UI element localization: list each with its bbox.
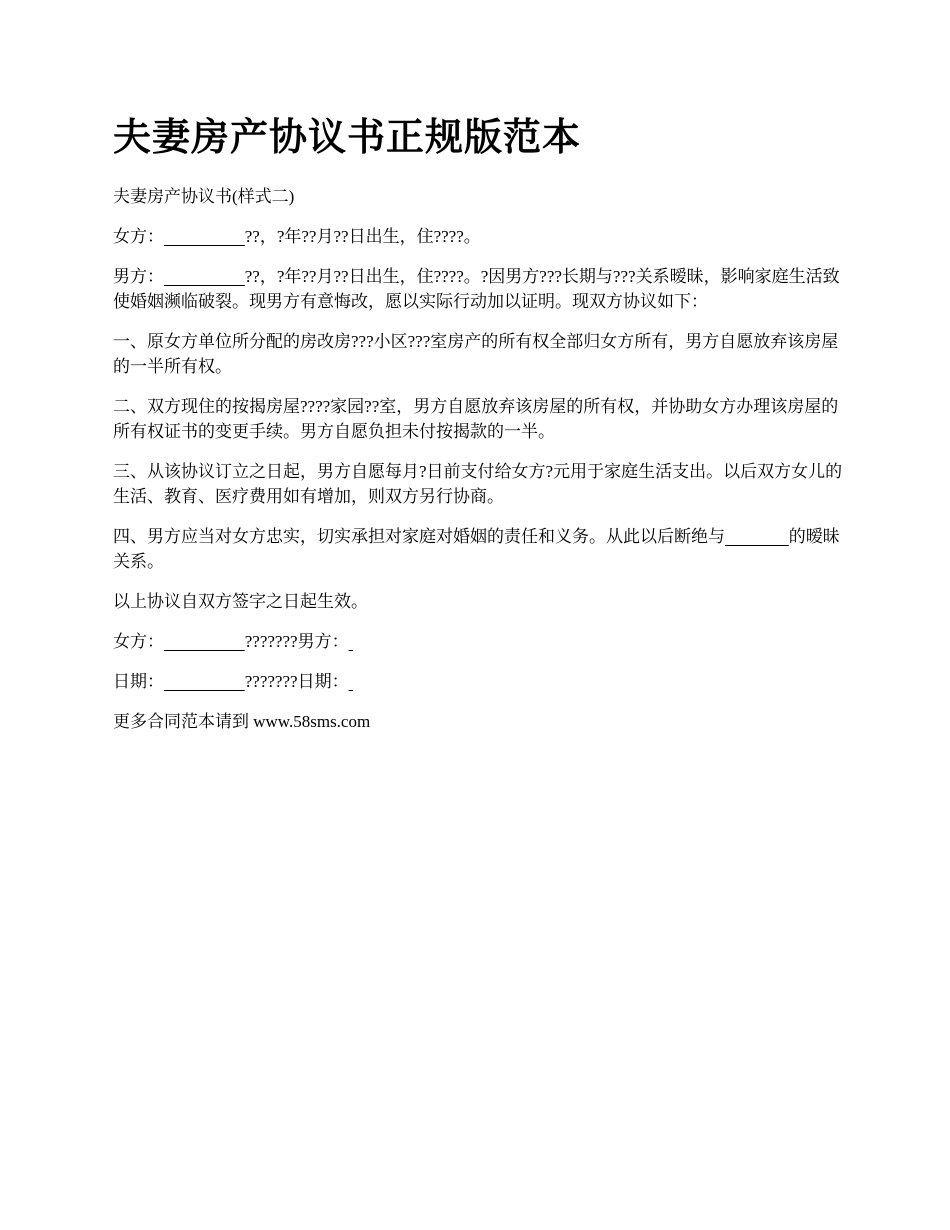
date-wife-blank: [164, 672, 245, 691]
husband-info-line: [113, 264, 843, 314]
husband-name-blank: [164, 267, 245, 286]
wife-info-text: ??，?年??月??日出生，住????。: [244, 227, 481, 246]
signature-line: [113, 629, 843, 654]
clause-2: 二、双方现住的按揭房屋????家园??室，男方自愿放弃该房屋的所有权，并协助女方办理该房屋的所有权证书的变更手续。男方自愿负担未付按揭款的一半。: [113, 397, 839, 441]
document-page: [113, 112, 843, 749]
wife-name-blank: [164, 227, 245, 246]
clause-4-rest: 的暧昧关系。: [113, 527, 840, 571]
date-wife-label: 日期：: [113, 672, 164, 691]
wife-info-line: [113, 224, 843, 249]
signature-husband-blank: [349, 632, 353, 651]
clause-3: 三、从该协议订立之日起，男方自愿每月?日前支付给女方?元用于家庭生活支出。以后双方女儿的生活、教育、医疗费用如有增加，则双方另行协商。: [113, 462, 843, 506]
signature-wife-label: 女方：: [113, 632, 164, 651]
husband-info-text: ??，?年??月??日出生，住????。?因男方???长期与???关系暧昧，影响家庭生活致使婚姻濒临破裂。现男方有意悔改，愿以实际行动加以证明。现双方协议如下：: [113, 267, 840, 311]
date-line: [113, 669, 843, 694]
signature-husband-label: ???????男方：: [244, 632, 349, 651]
clause-4: [113, 524, 843, 574]
document-subtitle: 夫妻房产协议书(样式二): [113, 187, 295, 206]
document-title: 夫妻房产协议书正规版范本: [113, 117, 582, 159]
footer-link-text: 更多合同范本请到 www.58sms.com: [113, 712, 371, 731]
signature-wife-blank: [164, 632, 245, 651]
clause-4-text: 四、男方应当对女方忠实，切实承担对家庭对婚姻的责任和义务。从此以后断绝与: [113, 527, 725, 546]
effective-statement: 以上协议自双方签字之日起生效。: [113, 592, 368, 611]
husband-label: 男方：: [113, 267, 164, 286]
date-husband-label: ???????日期：: [244, 672, 349, 691]
wife-label: 女方：: [113, 227, 164, 246]
clause-4-blank: [725, 527, 789, 546]
date-husband-blank: [349, 672, 353, 691]
clause-1: 一、原女方单位所分配的房改房???小区???室房产的所有权全部归女方所有，男方自愿放弃该房屋的一半所有权。: [113, 332, 839, 376]
